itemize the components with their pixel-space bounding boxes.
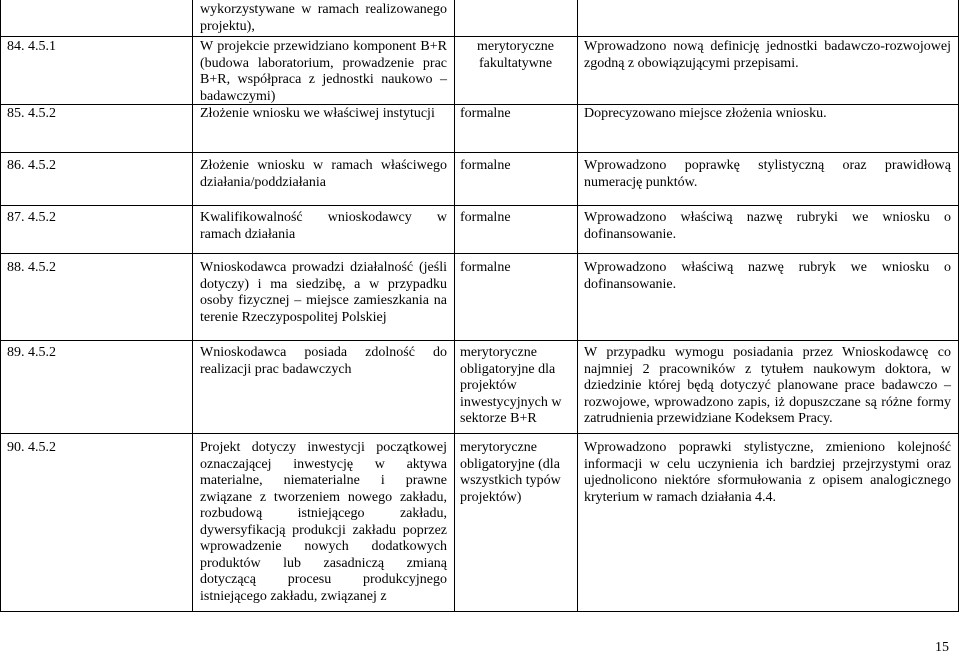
row-divider	[0, 205, 959, 206]
table-row-change: Wprowadzono właściwą nazwę rubryki we wniosku o dofinansowanie.	[584, 210, 951, 242]
table-border-left	[0, 0, 1, 612]
table-row-criterion: Złożenie wniosku w ramach właściwego działania/poddziałania	[200, 158, 447, 190]
table-row-change: W przypadku wymogu posiadania przez Wnioskodawcę co najmniej 2 pracowników z tytułem naukowym doktora, w dziedzinie której będą dotyczyć planowane prace badawczo – rozwojowe, wprowadzono zapis, iż dopuszczane są różne formy zatrudnienia przewidziane Kodeksem Pracy.	[584, 345, 951, 426]
row-divider	[0, 104, 959, 105]
table-row-criterion: W projekcie przewidziano komponent B+R (budowa laboratorium, prowadzenie prac B+R, współpraca z jednostki naukowo – badawczymi)	[200, 39, 447, 104]
table-row-type: formalne	[460, 106, 511, 121]
table-row-number: 84. 4.5.1	[7, 39, 56, 54]
table-row-criterion: Wnioskodawca prowadzi działalność (jeśli dotyczy) i ma siedzibę, a w przypadku osoby fizycznej – miejsce zamieszkania na terenie Rzeczypospolitej Polskiej	[200, 260, 447, 325]
table-row-criterion: Kwalifikowalność wnioskodawcy w ramach działania	[200, 210, 447, 242]
table-row-criterion: Projekt dotyczy inwestycji początkowej oznaczającej inwestycję w aktywa materialne, niematerialne i prawne związane z tworzeniem nowego zakładu, rozbudową istniejącego zakładu, dywersyfikacją produkcji zakładu poprzez wprowadzenie nowych dodatkowych produktów lub zasadniczą zmianą dotyczącą procesu produkcyjnego istniejącego zakładu, związanej z	[200, 440, 447, 604]
table-row-change: Wprowadzono poprawki stylistyczne, zmieniono kolejność informacji w celu uczynienia ich bardziej przejrzystymi oraz ujednolicono niektóre sformułowania z opisem analogicznego kryterium w ramach działania 4.4.	[584, 440, 951, 505]
table-border-bottom	[0, 611, 959, 612]
table-row-criterion: wykorzystywane w ramach realizowanego projektu),	[200, 2, 447, 34]
row-divider	[0, 152, 959, 153]
table-row-change: Wprowadzono poprawkę stylistyczną oraz prawidłową numerację punktów.	[584, 158, 951, 190]
column-divider-2	[454, 0, 455, 612]
table-row-criterion: Złożenie wniosku we właściwej instytucji	[200, 106, 435, 121]
table-row-change: Wprowadzono nową definicję jednostki badawczo-rozwojowej zgodną z obowiązującymi przepisami.	[584, 39, 951, 71]
table-row-criterion: Wnioskodawca posiada zdolność do realizacji prac badawczych	[200, 345, 447, 377]
column-divider-3	[577, 0, 578, 612]
table-row-type: formalne	[460, 158, 511, 173]
table-row-type: merytoryczne fakultatywne	[477, 39, 554, 71]
table-row-change: Wprowadzono właściwą nazwę rubryk we wniosku o dofinansowanie.	[584, 260, 951, 292]
table-row-type: merytoryczne obligatoryjne dla projektów inwestycyjnych w sektorze B+R	[460, 345, 562, 426]
table-row-number: 86. 4.5.2	[7, 158, 56, 173]
row-divider	[0, 36, 959, 37]
table-row-type: merytoryczne obligatoryjne (dla wszystkich typów projektów)	[460, 440, 561, 505]
table-row-number: 89. 4.5.2	[7, 345, 56, 360]
column-divider-1	[192, 0, 193, 612]
row-divider	[0, 253, 959, 254]
table-row-number: 88. 4.5.2	[7, 260, 56, 275]
table-border-right	[958, 0, 959, 612]
row-divider	[0, 340, 959, 341]
table-row-type: formalne	[460, 210, 511, 225]
table-row-number: 85. 4.5.2	[7, 106, 56, 121]
table-row-number: 90. 4.5.2	[7, 440, 56, 455]
table-row-number: 87. 4.5.2	[7, 210, 56, 225]
row-divider	[0, 433, 959, 434]
page-number: 15	[935, 640, 949, 655]
table-row-change: Doprecyzowano miejsce złożenia wniosku.	[584, 106, 827, 121]
table-row-type: formalne	[460, 260, 511, 275]
